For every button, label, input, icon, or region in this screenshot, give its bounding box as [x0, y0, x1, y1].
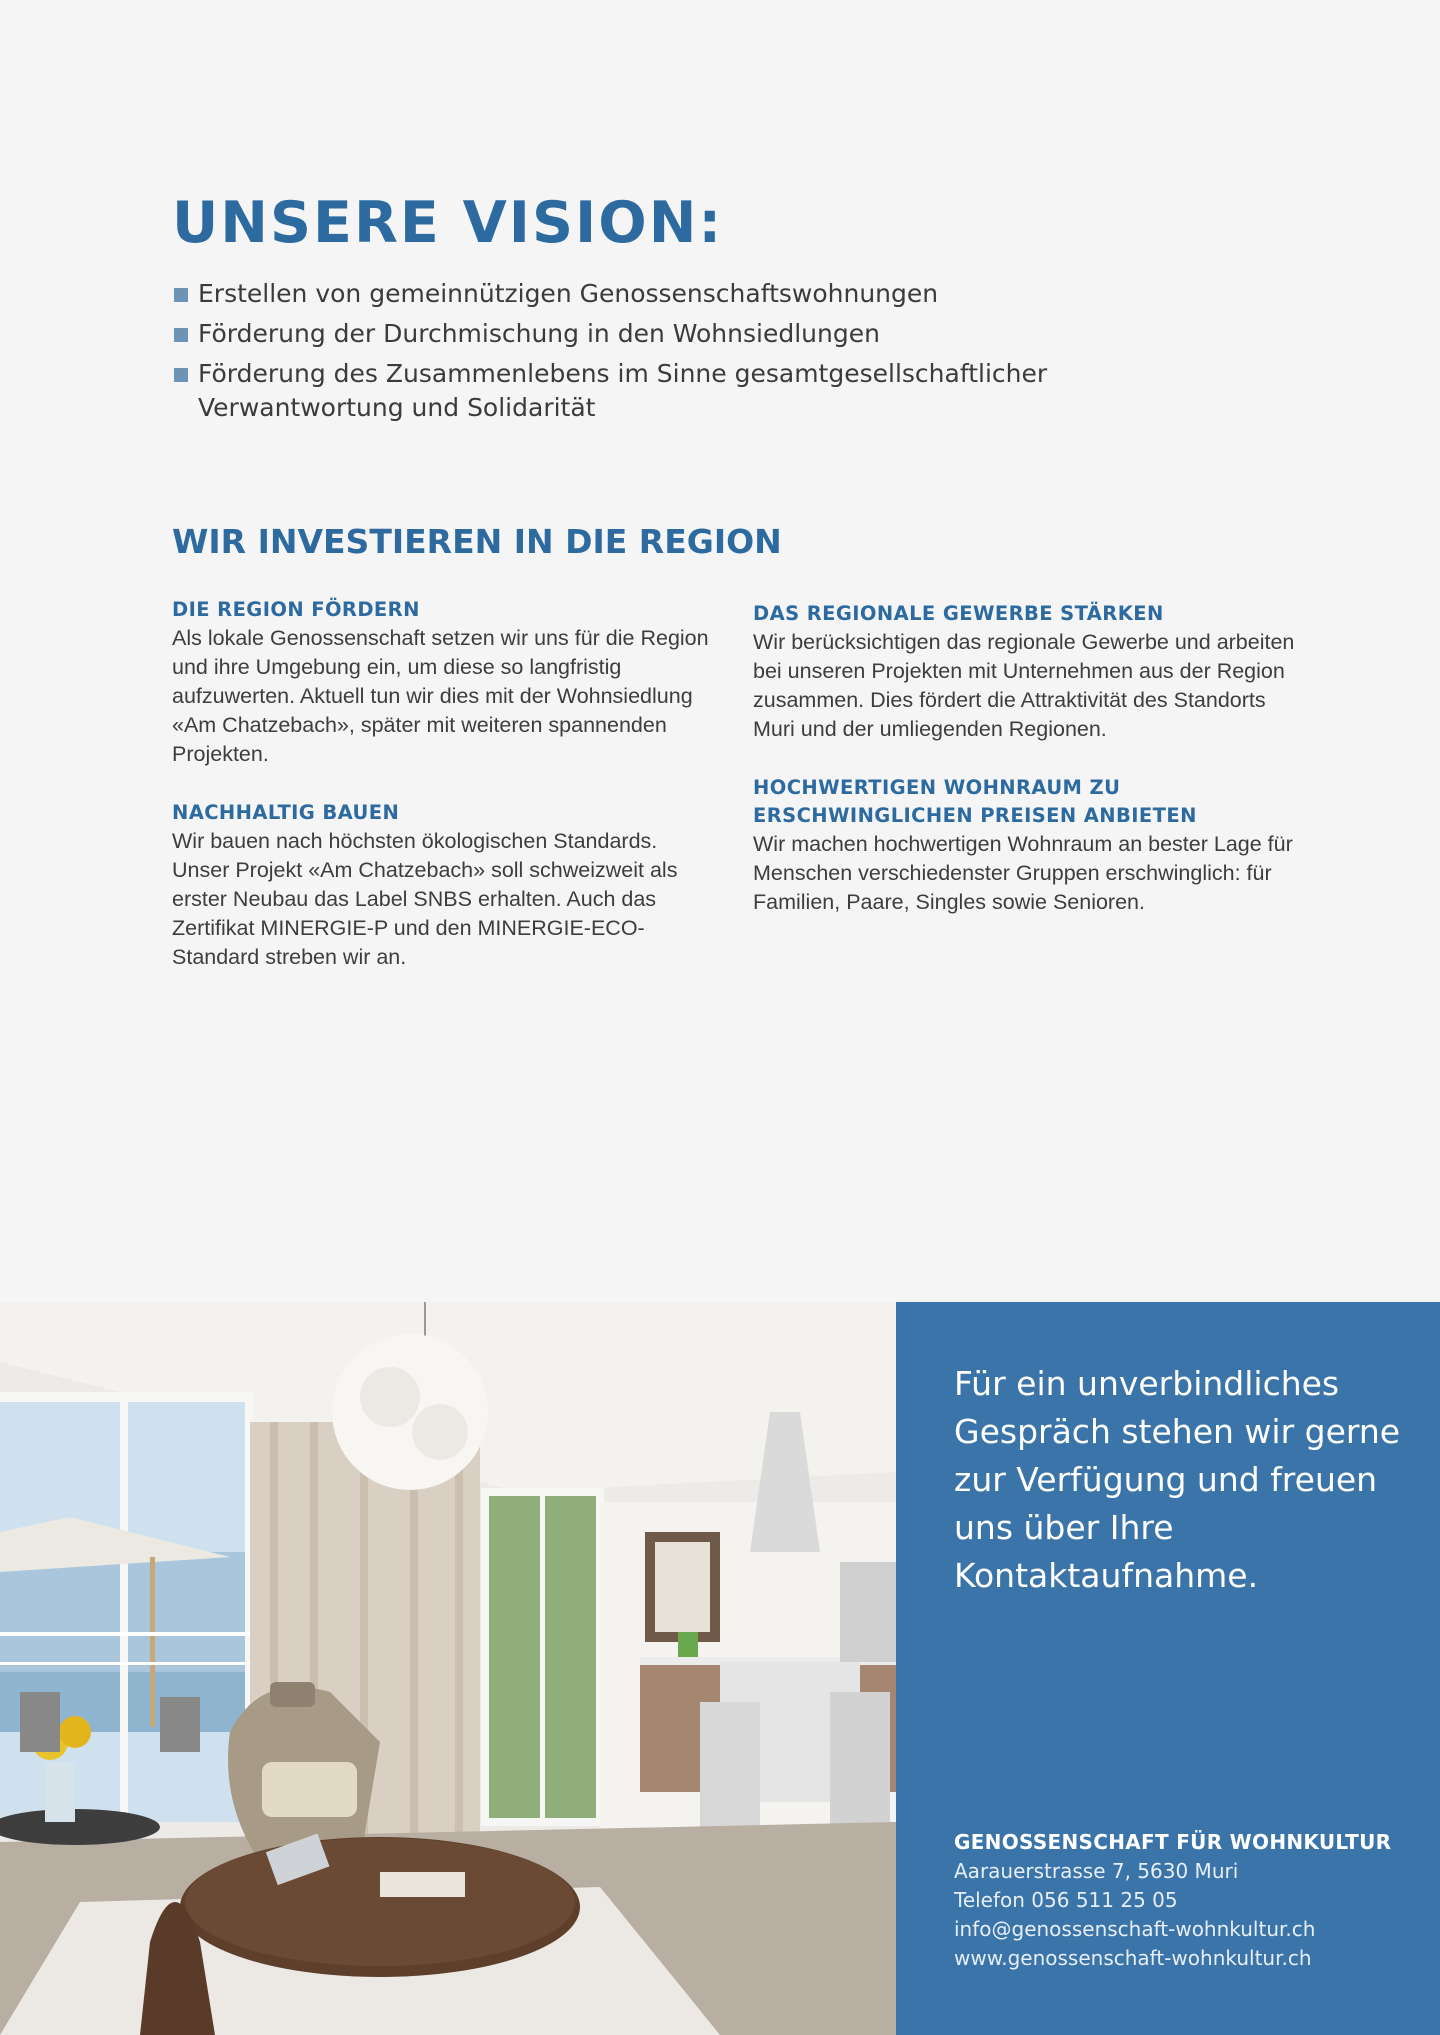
company-email[interactable]: info@genossenschaft-wohnkultur.ch — [954, 1917, 1316, 1941]
vision-item — [174, 277, 1174, 311]
vision-item — [174, 317, 1174, 351]
region-block-heading: DIE REGION FÖRDERN — [172, 598, 420, 621]
contact-panel — [896, 1302, 1440, 2035]
region-block — [172, 799, 717, 972]
square-bullet-icon — [174, 328, 188, 342]
contact-invitation: Für ein unverbindliches Gespräch stehen wir gerne zur Verfügung und freuen uns über Ihre Kontaktaufnahme. — [954, 1364, 1401, 1595]
region-block-heading: NACHHALTIG BAUEN — [172, 801, 400, 824]
region-column-left — [172, 596, 717, 1002]
vision-item — [174, 357, 1174, 425]
square-bullet-icon — [174, 288, 188, 302]
vision-list — [174, 277, 1174, 431]
region-block-text: Als lokale Genossenschaft setzen wir uns für die Region und ihre Umgebung ein, um diese so langfristig aufzuwerten. Aktuell tun wir dies mit der Wohnsiedlung «Am Chatzebach», später mit weiteren spannenden Projekten. — [172, 626, 709, 766]
company-website[interactable]: www.genossenschaft-wohnkultur.ch — [954, 1946, 1312, 1970]
region-block-text: Wir berücksichtigen das regionale Gewerbe und arbeiten bei unseren Projekten mit Unternehmen aus der Region zusammen. Dies fördert die Attraktivität des Standorts Muri und der umliegenden Regionen. — [753, 630, 1295, 741]
company-address: Aarauerstrasse 7, 5630 Muri — [954, 1859, 1239, 1883]
company-name: GENOSSENSCHAFT FÜR WOHNKULTUR — [954, 1830, 1392, 1854]
vision-item-text: Förderung des Zusammenlebens im Sinne gesamtgesellschaftlicher Verwantwortung und Solidarität — [198, 359, 1048, 422]
vision-item-text: Förderung der Durchmischung in den Wohnsiedlungen — [198, 319, 880, 348]
region-block-heading: DAS REGIONALE GEWERBE STÄRKEN — [753, 602, 1164, 625]
region-block — [753, 774, 1298, 917]
region-block — [172, 596, 717, 769]
region-block-text: Wir machen hochwertigen Wohnraum an bester Lage für Menschen verschiedenster Gruppen erschwinglich: für Familien, Paare, Singles sowie Senioren. — [753, 832, 1293, 914]
vision-item-text: Erstellen von gemeinnützigen Genossenschaftswohnungen — [198, 279, 939, 308]
region-block — [753, 600, 1298, 744]
region-block-text: Wir bauen nach höchsten ökologischen Standards. Unser Projekt «Am Chatzebach» soll schweizweit als erster Neubau das Label SNBS erhalten. Auch das Zertifikat MINERGIE-P und den MINERGIE-ECO-Standard streben wir an. — [172, 829, 678, 969]
vision-title: UNSERE VISION: — [172, 190, 724, 256]
square-bullet-icon — [174, 368, 188, 382]
region-column-right — [753, 600, 1298, 947]
region-title: WIR INVESTIEREN IN DIE REGION — [172, 522, 782, 561]
interior-photo — [0, 1302, 896, 2035]
contact-details — [954, 1827, 1424, 1973]
company-phone[interactable]: Telefon 056 511 25 05 — [954, 1888, 1178, 1912]
region-block-heading: HOCHWERTIGEN WOHNRAUM ZU ERSCHWINGLICHEN PREISEN ANBIETEN — [753, 776, 1197, 827]
